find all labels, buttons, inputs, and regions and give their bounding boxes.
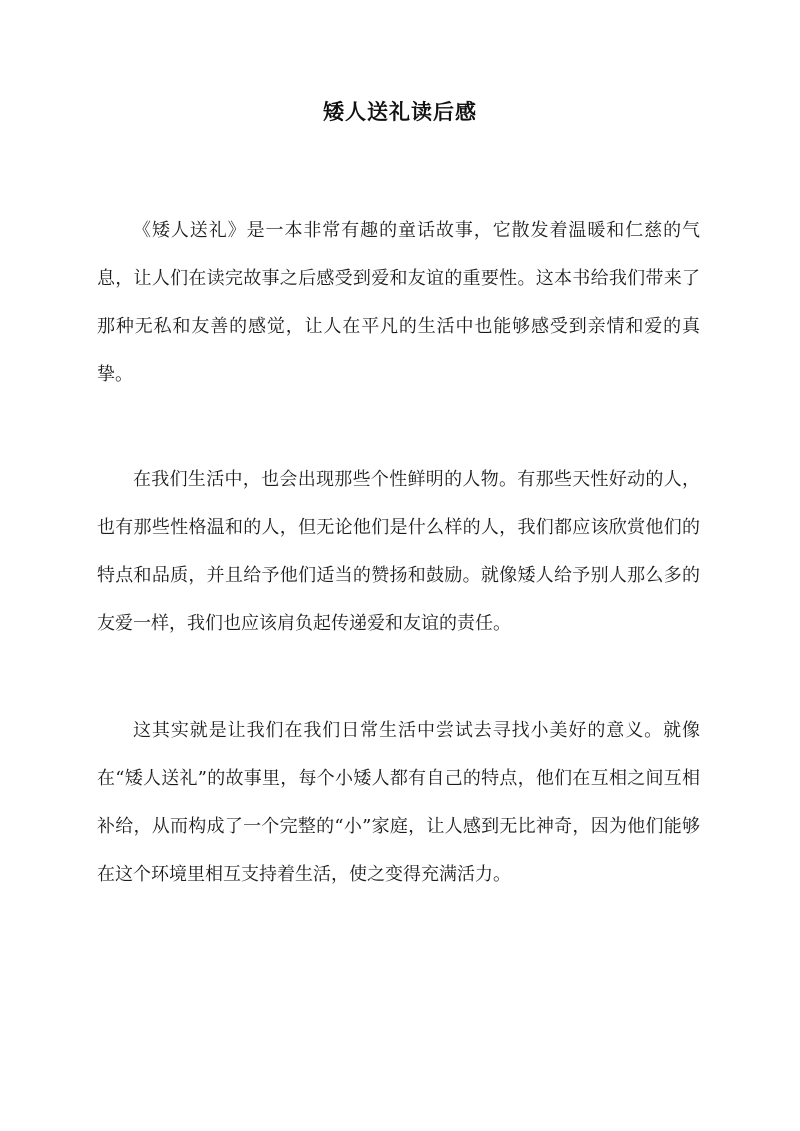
paragraph-1: 《矮人送礼》是一本非常有趣的童话故事，它散发着温暖和仁慈的气息，让人们在读完故事之后感受到爱和友谊的重要性。这本书给我们带来了那种无私和友善的感觉，让人在平凡的生活中也能够感受到亲情和爱的真挚。 — [97, 220, 700, 385]
paragraph-2: 在我们生活中，也会出现那些个性鲜明的人物。有那些天性好动的人，也有那些性格温和的人，但无论他们是什么样的人，我们都应该欣赏他们的特点和品质，并且给予他们适当的赞扬和鼓励。就像矮人给予别人那么多的友爱一样，我们也应该肩负起传递爱和友谊的责任。 — [97, 469, 700, 634]
document-title: 矮人送礼读后感 — [323, 99, 477, 124]
paragraph-3: 这其实就是让我们在我们日常生活中尝试去寻找小美好的意义。就像在“矮人送礼”的故事里，每个小矮人都有自己的特点，他们在互相之间互相补给，从而构成了一个完整的“小”家庭，让人感到无比神奇，因为他们能够在这个环境里相互支持着生活，使之变得充满活力。 — [97, 720, 700, 885]
